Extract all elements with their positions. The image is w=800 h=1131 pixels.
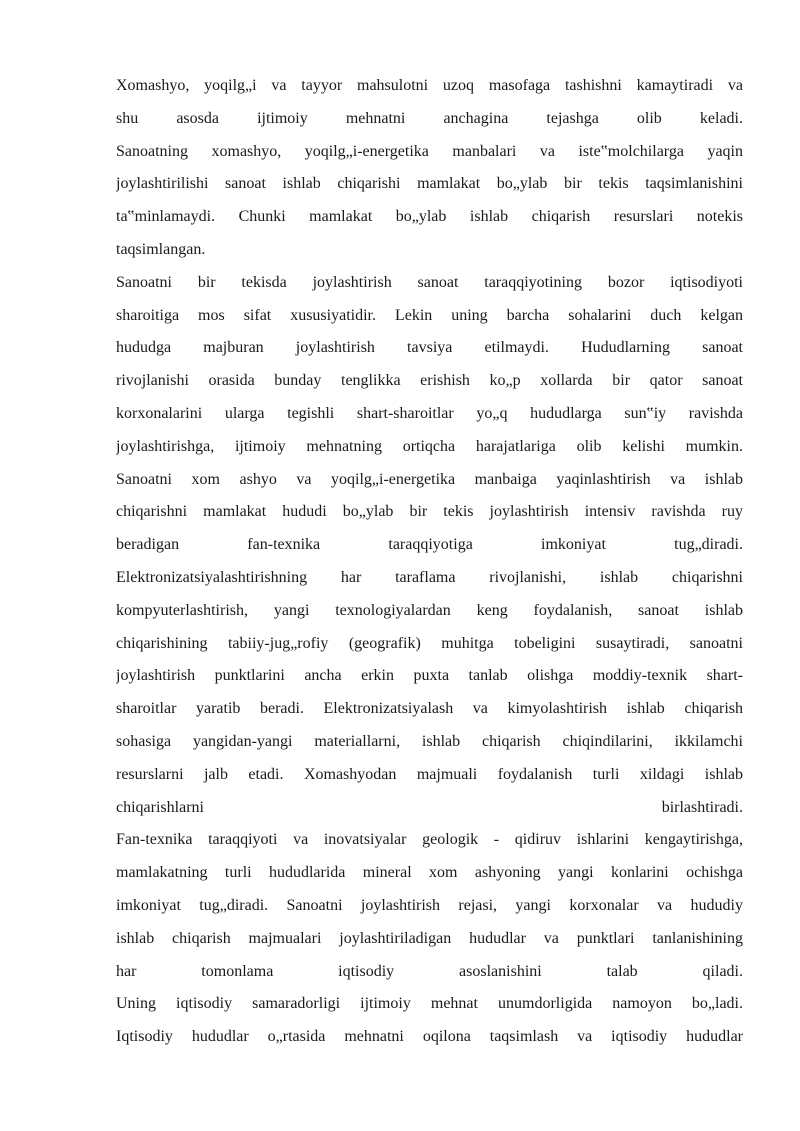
text-line: Uning iqtisodiy samaradorligi ijtimoiy mehnat unumdorligida namoyon bo„ladi.: [116, 995, 743, 1013]
text-line: Fan-texnika taraqqiyoti va inovatsiyalar geologik - qidiruv ishlarini kengaytirishga,: [116, 831, 743, 849]
text-line: hududga majburan joylashtirish tavsiya etilmaydi. Hududlarning sanoat: [116, 339, 743, 357]
text-line: Sanoatni bir tekisda joylashtirish sanoat taraqqiyotining bozor iqtisodiyoti: [116, 273, 743, 291]
text-line: rivojlanishi orasida bunday tenglikka erishish ko„p xollarda bir qator sanoat: [116, 372, 743, 390]
text-line: sohasiga yangidan-yangi materiallarni, ishlab chiqarish chiqindilarini, ikkilamchi: [116, 732, 743, 750]
text-line: joylashtirish punktlarini ancha erkin puxta tanlab olishga moddiy-texnik shart-: [116, 667, 743, 685]
text-line: resurslarni jalb etadi. Xomashyodan majmuali foydalanish turli xildagi ishlab: [116, 765, 743, 783]
text-line: Elektronizatsiyalashtirishning har taraflama rivojlanishi, ishlab chiqarishni: [116, 568, 743, 586]
text-line: Sanoatning xomashyo, yoqilg„i-energetika manbalari va iste‟molchilarga yaqin: [116, 142, 743, 160]
text-line: mamlakatning turli hududlarida mineral xom ashyoning yangi konlarini ochishga: [116, 864, 743, 882]
text-line: Sanoatni xom ashyo va yoqilg„i-energetika manbaiga yaqinlashtirish va ishlab: [116, 470, 743, 488]
text-line: beradigan fan-texnika taraqqiyotiga imkoniyat tug„diradi.: [116, 536, 743, 554]
text-line: har tomonlama iqtisodiy asoslanishini talab qiladi.: [116, 962, 743, 980]
text-line: chiqarishining tabiiy-jug„rofiy (geografik) muhitga tobeligini susaytiradi, sanoatni: [116, 634, 743, 652]
text-line: joylashtirishga, ijtimoiy mehnatning ortiqcha harajatlariga olib kelishi mumkin.: [116, 437, 743, 455]
text-line: ta‟minlamaydi. Chunki mamlakat bo„ylab ishlab chiqarish resurslari notekis: [116, 208, 743, 226]
text-line: imkoniyat tug„diradi. Sanoatni joylashtirish rejasi, yangi korxonalar va hududiy: [116, 896, 743, 914]
text-line: Xomashyo, yoqilg„i va tayyor mahsulotni uzoq masofaga tashishni kamaytiradi va: [116, 77, 743, 94]
text-line: chiqarishni mamlakat hududi bo„ylab bir tekis joylashtirish intensiv ravishda ruy: [116, 503, 743, 521]
text-line: sharoitiga mos sifat xususiyatidir. Lekin uning barcha sohalarini duch kelgan: [116, 306, 743, 324]
text-line: joylashtirilishi sanoat ishlab chiqarishi mamlakat bo„ylab bir tekis taqsimlanishini: [116, 175, 743, 193]
text-line: korxonalarini ularga tegishli shart-sharoitlar yo„q hududlarga sun‟iy ravishda: [116, 404, 743, 422]
text-line: shu asosda ijtimoiy mehnatni anchagina tejashga olib keladi.: [116, 109, 743, 127]
text-line: kompyuterlashtirish, yangi texnologiyalardan keng foydalanish, sanoat ishlab: [116, 601, 743, 619]
text-line: taqsimlangan.: [116, 240, 206, 258]
text-line: ishlab chiqarish majmualari joylashtiriladigan hududlar va punktlari tanlanishining: [116, 929, 743, 947]
text-line: chiqarishlarni birlashtiradi.: [116, 798, 743, 816]
text-line: Iqtisodiy hududlar o„rtasida mehnatni oqilona taqsimlash va iqtisodiy hududlar: [116, 1028, 743, 1046]
text-line: sharoitlar yaratib beradi. Elektronizatsiyalash va kimyolashtirish ishlab chiqarish: [116, 700, 743, 718]
document-body: [116, 70, 743, 1054]
